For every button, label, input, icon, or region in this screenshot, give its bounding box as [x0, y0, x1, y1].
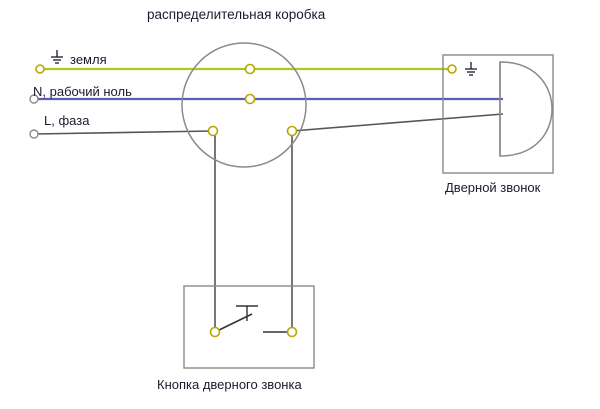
wire-phase	[34, 131, 212, 134]
wire-box-to-bell	[292, 114, 503, 131]
terminal-button-left	[211, 328, 220, 337]
junction-box-label: распределительная коробка	[147, 7, 326, 22]
doorbell-label: Дверной звонок	[445, 180, 541, 195]
neutral-label: N, рабочий ноль	[33, 84, 132, 99]
terminal-box-phase-right	[288, 127, 297, 136]
terminal-box-phase-left	[209, 127, 218, 136]
terminal-phase-source	[30, 130, 38, 138]
bell-button-outline	[184, 286, 314, 368]
ground-symbol-source-icon	[51, 50, 63, 63]
terminal-bell-ground	[448, 65, 456, 73]
bell-dome-icon	[500, 62, 552, 156]
ground-symbol-bell-icon	[465, 62, 477, 75]
terminal-ground-source	[36, 65, 44, 73]
ground-label: земля	[70, 52, 107, 67]
terminal-button-right	[288, 328, 297, 337]
terminal-box-ground	[246, 65, 255, 74]
junction-box-outline	[182, 43, 306, 167]
terminal-box-neutral	[246, 95, 255, 104]
phase-label: L, фаза	[44, 113, 90, 128]
bell-button-label: Кнопка дверного звонка	[157, 377, 302, 392]
